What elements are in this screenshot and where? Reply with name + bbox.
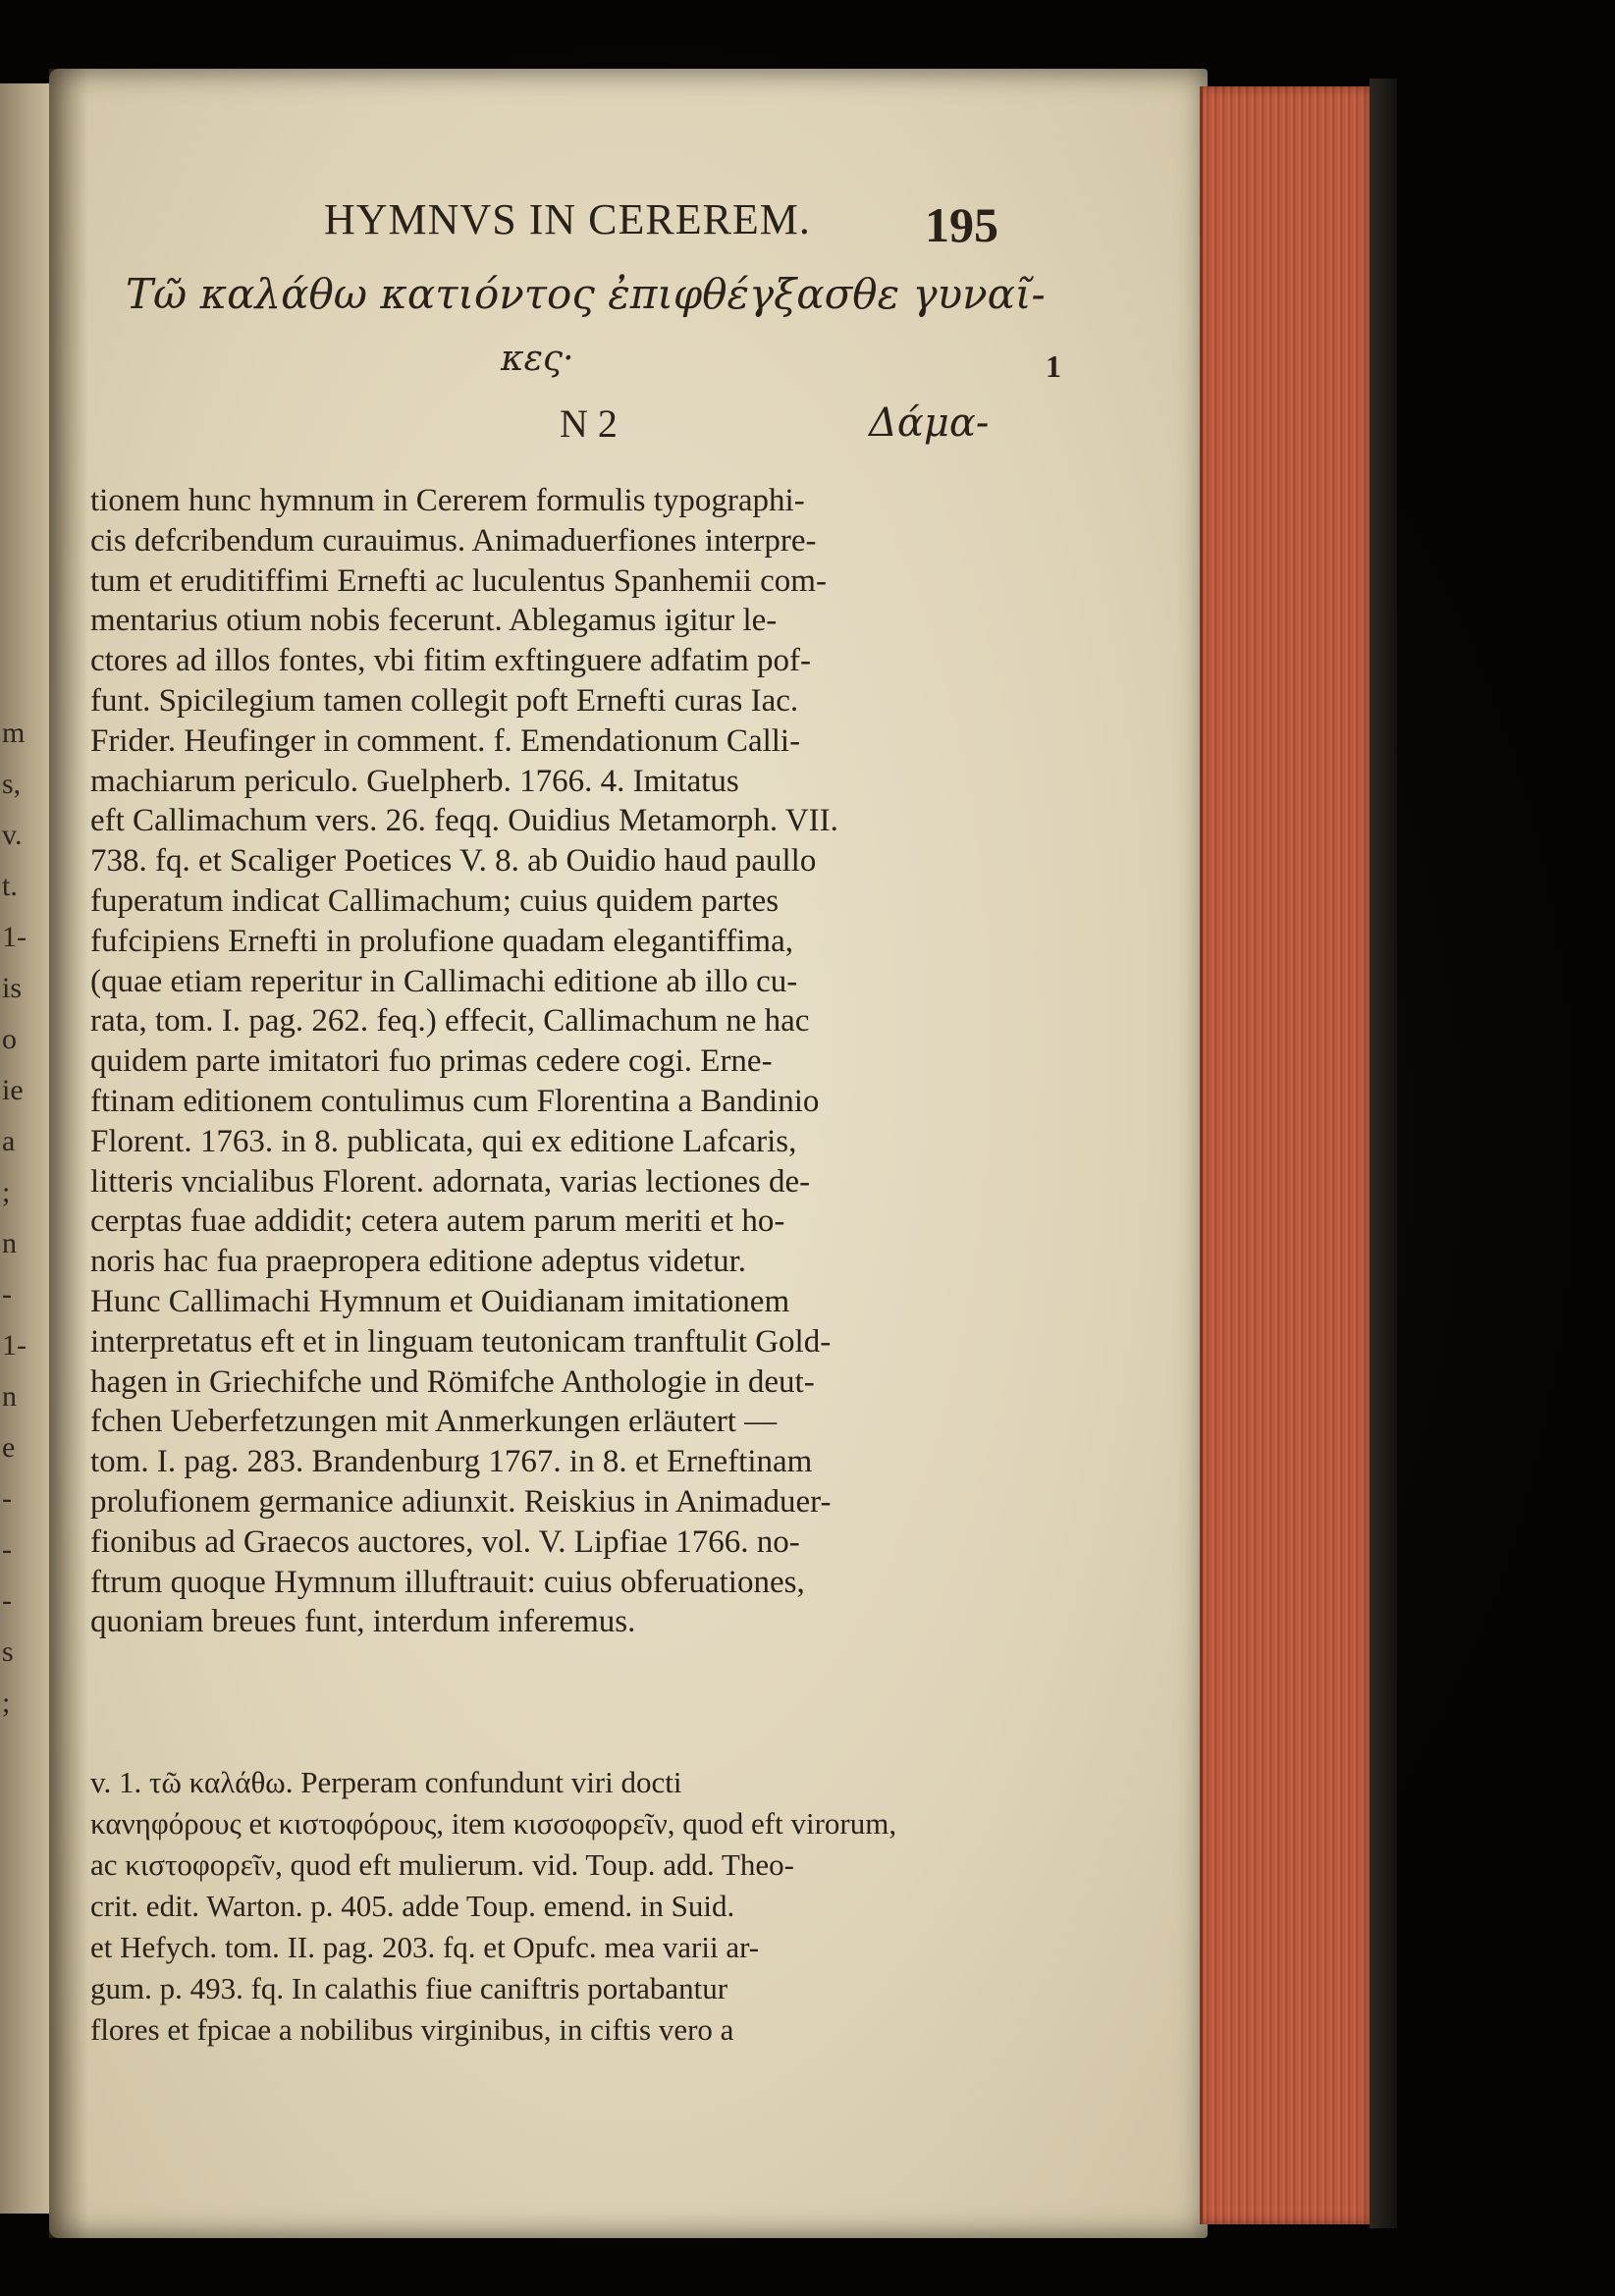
margin-mark: 1 [1046, 348, 1061, 384]
note-line: ac κιστοφορεῖν, quod eft mulierum. vid. Toup. add. Theo- [90, 1847, 794, 1882]
left-page-fragment: n [2, 1227, 17, 1259]
greek-verse-line-2: κες· [501, 339, 574, 379]
left-page-fragment: m [2, 717, 26, 749]
running-head: HYMNVS IN CEREREM. [324, 195, 811, 243]
text-line: mentarius otium nobis fecerunt. Ablegamus igitur le- [90, 603, 778, 639]
text-line: Frider. Heufinger in comment. f. Emendationum Calli- [90, 722, 801, 759]
left-page-fragment: is [2, 972, 23, 1004]
left-page-fragment: o [2, 1023, 17, 1055]
left-page-fragment: 1- [2, 1329, 27, 1362]
text-line: cerptas fuae addidit; cetera autem parum meriti et ho- [90, 1203, 785, 1240]
left-page-fragment: t. [2, 870, 18, 902]
text-line: ftinam editionem contulimus cum Florentina a Bandinio [90, 1083, 820, 1119]
page-number: 195 [925, 197, 998, 252]
note-line: crit. edit. Warton. p. 405. adde Toup. emend. in Suid. [90, 1889, 735, 1923]
left-page-fragment: e [2, 1431, 16, 1464]
text-line: quidem parte imitatori fuo primas cedere cogi. Erne- [90, 1043, 773, 1080]
text-line: fufcipiens Ernefti in prolufione quadam elegantiffima, [90, 923, 793, 959]
left-page-fragment: a [2, 1125, 16, 1157]
text-line: litteris vncialibus Florent. adornata, varias lectiones de- [90, 1163, 811, 1200]
note-line: et Hefych. tom. II. pag. 203. fq. et Opufc. mea varii ar- [90, 1930, 760, 1964]
text-line: rata, tom. I. pag. 262. feq.) effecit, Callimachum ne hac [90, 1003, 810, 1040]
text-line: (quae etiam reperitur in Callimachi editione ab illo cu- [90, 963, 798, 999]
text-line: hagen in Griechifche und Römifche Anthologie in deut- [90, 1363, 815, 1400]
text-line: 738. fq. et Scaliger Poetices V. 8. ab Ouidio haud paullo [90, 843, 817, 880]
fore-edge [1200, 86, 1379, 2224]
note-line: gum. p. 493. fq. In calathis fiue caniftris portabantur [90, 1971, 728, 2005]
left-page-fragment: - [2, 1278, 12, 1310]
left-page-fragment: ie [2, 1074, 24, 1106]
left-page-fragment: ; [2, 1686, 11, 1719]
text-line: eft Callimachum vers. 26. feqq. Ouidius Metamorph. VII. [90, 803, 838, 839]
text-line: fionibus ad Graecos auctores, vol. V. Lipfiae 1766. no- [90, 1523, 800, 1560]
text-line: machiarum periculo. Guelpherb. 1766. 4. Imitatus [90, 763, 739, 799]
text-line: Hunc Callimachi Hymnum et Ouidianam imitationem [90, 1283, 790, 1319]
left-page-fragment: v. [2, 819, 23, 851]
text-line: quoniam breues funt, interdum inferemus. [90, 1604, 636, 1640]
text-line: Florent. 1763. in 8. publicata, qui ex editione Lafcaris, [90, 1123, 797, 1159]
left-page-fragment: - [2, 1584, 12, 1617]
left-page-fragment: s, [2, 768, 22, 800]
text-line: tionem hunc hymnum in Cererem formulis typographi- [90, 483, 805, 518]
left-page-fragment: ; [2, 1176, 11, 1208]
cover-edge [1370, 79, 1397, 2228]
text-line: prolufionem germanice adiunxit. Reiskius in Animaduer- [90, 1483, 832, 1520]
note-line: flores et fpicae a nobilibus virginibus, in ciftis vero a [90, 2012, 734, 2047]
text-line: interpretatus eft et in linguam teutonicam tranftulit Gold- [90, 1323, 832, 1360]
left-page-fragment: - [2, 1533, 12, 1566]
text-line: funt. Spicilegium tamen collegit poft Ernefti curas Iac. [90, 682, 799, 719]
signature-mark: N 2 [560, 401, 618, 446]
text-line: fuperatum indicat Callimachum; cuius quidem partes [90, 882, 780, 919]
text-line: cis defcribendum curauimus. Animaduerfiones interpre- [90, 522, 817, 559]
left-page-fragment: n [2, 1380, 17, 1413]
text-line: fchen Ueberfetzungen mit Anmerkungen erläutert — [90, 1404, 778, 1440]
left-page-fragment: s [2, 1635, 14, 1668]
text-line: noris hac fua praepropera editione adeptus videtur. [90, 1244, 746, 1280]
text-line: tom. I. pag. 283. Brandenburg 1767. in 8. et Erneftinam [90, 1444, 813, 1480]
note-line: v. 1. τῶ καλάθω. Perperam confundunt viri docti [90, 1765, 682, 1799]
verse-note [90, 1762, 994, 2051]
commentary-body [90, 481, 994, 1642]
text-line: tum et eruditiffimi Ernefti ac luculentus Spanhemii com- [90, 562, 827, 599]
text-line: ctores ad illos fontes, vbi fitim exftinguere adfatim pof- [90, 643, 812, 679]
note-line: κανηφόρους et κιστοφόρους, item κισσοφορεῖν, quod eft virorum, [90, 1806, 897, 1841]
catchword: Δάμα- [869, 400, 990, 446]
page-gutter [49, 69, 88, 2238]
text-line: ftrum quoque Hymnum illuftrauit: cuius obferuationes, [90, 1564, 805, 1600]
left-page-fragment: - [2, 1482, 12, 1515]
greek-verse-line-1: Τῶ καλάθω κατιόντος ἐπιφθέγξασθε γυναῖ- [126, 270, 1046, 318]
left-page-fragment: 1- [2, 921, 27, 953]
